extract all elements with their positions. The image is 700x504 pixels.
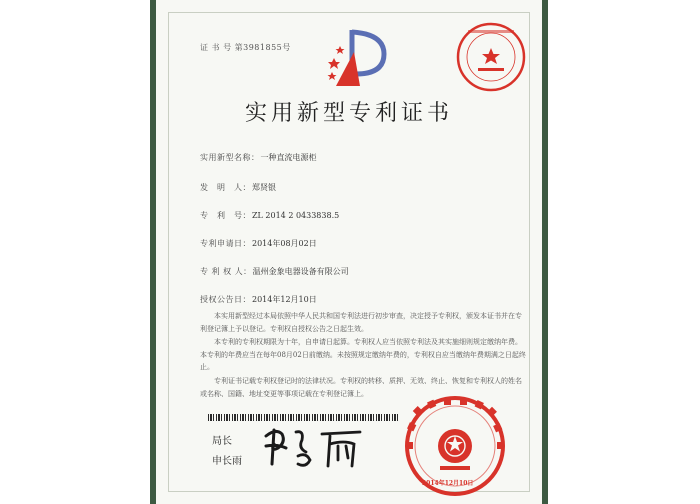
certificate-body (200, 310, 526, 401)
director-name: 申长雨 (212, 456, 242, 467)
handwritten-signature (260, 422, 368, 472)
field-label: 授权公告日： (200, 295, 251, 304)
field-value: 一种直流电源柜 (260, 153, 317, 162)
certificate (150, 0, 548, 504)
field-filing-date (200, 238, 317, 249)
field-value: 2014年08月02日 (252, 239, 317, 248)
field-grant-date (200, 294, 317, 305)
certificate-number: 证 书 号 第3981855号 (200, 43, 291, 52)
field-utility-name (200, 152, 317, 163)
field-patent-number (200, 210, 339, 221)
field-value: 郑贤银 (252, 183, 276, 192)
body-paragraph: 本实用新型经过本局依照中华人民共和国专利法进行初步审查，决定授予专利权，颁发本证书并在专利登记簿上予以登记。专利权自授权公告之日起生效。 (200, 312, 522, 333)
sipo-logo-icon (326, 24, 392, 94)
field-patentee (200, 266, 349, 277)
seal-date: 2014年12月10日 (422, 480, 474, 487)
body-paragraph: 本专利的专利权期限为十年，自申请日起算。专利权人应当依照专利法及其实施细则规定缴纳年费。本专利的年费应当在每年08月02日前缴纳。未按照规定缴纳年费的，专利权自应当缴纳年费期满之日起终止。 (200, 338, 526, 372)
field-label: 专 利 号： (200, 211, 251, 220)
field-label: 实用新型名称： (200, 153, 260, 162)
field-value: ZL 2014 2 0433838.5 (252, 211, 340, 220)
field-value: 2014年12月10日 (252, 295, 317, 304)
field-label: 专利申请日： (200, 239, 251, 248)
field-value: 温州金象电器设备有限公司 (252, 267, 349, 276)
director-title: 局长 (212, 436, 232, 447)
barcode (208, 414, 398, 421)
field-inventor (200, 182, 276, 193)
official-stamp-icon (454, 20, 528, 94)
body-paragraph: 专利证书记载专利权登记时的法律状况。专利权的转移、质押、无效、终止、恢复和专利权人的姓名或名称、国籍、地址变更等事项记载在专利登记簿上。 (200, 376, 522, 398)
field-label: 发 明 人： (200, 183, 251, 192)
certificate-title: 实用新型专利证书 (244, 101, 453, 126)
field-label: 专 利 权 人： (200, 267, 252, 276)
